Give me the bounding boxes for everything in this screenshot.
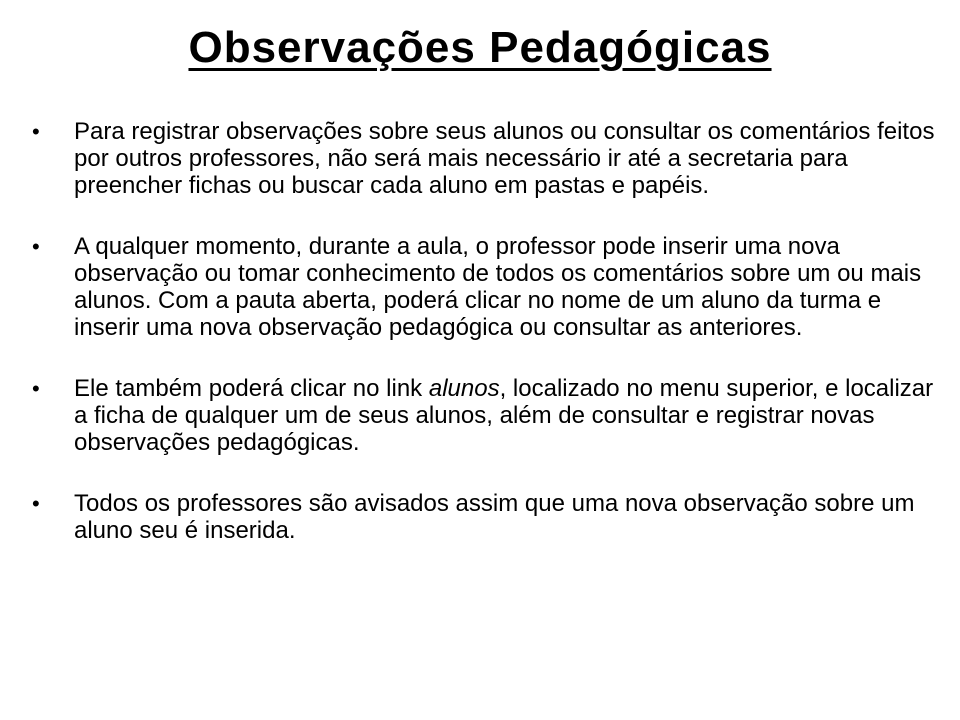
bullet-item-link-alunos: [30, 375, 935, 456]
bullet-icon: •: [32, 234, 40, 259]
bullet-item-registrar: [30, 118, 935, 199]
bullet-icon: •: [32, 491, 40, 516]
bullet-item-durante-aula: [30, 233, 935, 341]
bullet-list: [30, 118, 935, 578]
bullet-text-after: , localizado no menu superior, e localizar a ficha de qualquer um de seus alunos, além de consultar e registrar novas observações pedagógicas.: [74, 375, 934, 456]
bullet-text: Todos os professores são avisados assim que uma nova observação sobre um aluno seu é inserida.: [74, 490, 915, 544]
bullet-text: A qualquer momento, durante a aula, o professor pode inserir uma nova observação ou tomar conhecimento de todos os comentários sobre um ou mais alunos. Com a pauta aberta, poderá clicar no nome de um aluno da turma e inserir uma nova observação pedagógica ou consultar as anteriores.: [74, 233, 922, 341]
bullet-text-before: Ele também poderá clicar no link: [74, 375, 429, 402]
slide-title: Observações Pedagógicas: [188, 23, 772, 72]
bullet-icon: •: [32, 376, 40, 401]
bullet-text: Para registrar observações sobre seus alunos ou consultar os comentários feitos por outros professores, não será mais necessário ir até a secretaria para preencher fichas ou buscar cada aluno em pastas e papéis.: [74, 118, 935, 199]
bullet-item-avisados: [30, 490, 935, 544]
bullet-icon: •: [32, 119, 40, 144]
alunos-link-text: alunos: [428, 375, 500, 402]
